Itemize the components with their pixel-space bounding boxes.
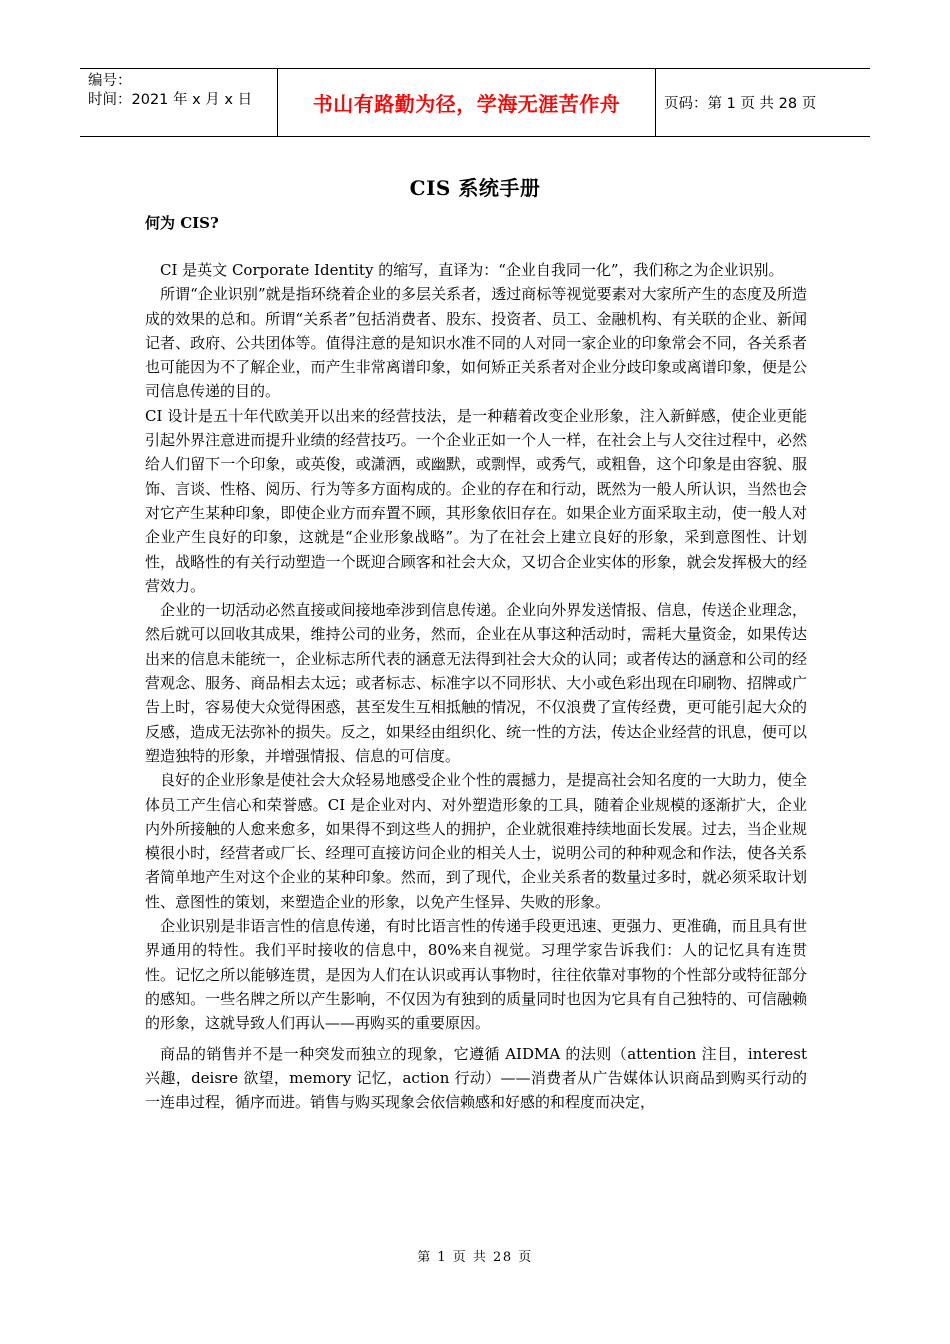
header-motto: 书山有路勤为径，学海无涯苦作舟 <box>312 92 621 116</box>
paragraph-3: CI 设计是五十年代欧美开以出来的经营技法，是一种藉着改变企业形象，注入新鲜感，使企业更能引起外界注意进而提升业绩的经营技巧。一个企业正如一个人一样，在社会上与人交往过程中，必然给人们留下一个印象，或英俊，或潇洒，或幽默，或剽悍，或秀气，或粗鲁，这个印象是由容貌、服饰、言谈、性格、阅历、行为等多方面构成的。企业的存在和行动，既然为一般人所认识，当然也会对它产生某种印象，即使企业方而弃置不顾，其形象依旧存在。如果企业方面采取主动，使一般人对企业产生良好的印象，这就是“企业形象战略”。为了在社会上建立良好的形象，采到意图性、计划性，战略性的有关行动塑造一个既迎合顾客和社会大众，又切合企业实体的形象，就会发挥极大的经营效力。 <box>145 406 807 595</box>
header-meta-cell <box>80 69 278 136</box>
document-code-label: 编号： <box>88 73 132 89</box>
paragraph-6: 企业识别是非语言性的信息传递，有时比语言性的传递手段更迅速、更强力、更准确，而且具有世界通用的特性。我们平时接收的信息中，80%来自视觉。习理学家告诉我们：人的记忆具有连贯性。记忆之所以能够连贯，是因为人们在认识或再认事物时，往往依靠对事物的个性部分或特征部分的感知。一些名牌之所以产生影响，不仅因为有独到的质量同时也因为它具有自己独特的、可信融赖的形象，这就导致人们再认——再购买的重要原因。 <box>145 917 807 1033</box>
document-date: 时间：2021 年 x 月 x 日 <box>88 92 253 108</box>
paragraph-4: 企业的一切活动必然直接或间接地牵涉到信息传递。企业向外界发送情报、信息，传送企业理念，然后就可以回收其成果，维持公司的业务，然而，企业在从事这种活动时，需耗大量资金，如果传达出来的信息未能统一，企业标志所代表的涵意无法得到社会大众的认同；或者传达的涵意和公司的经营观念、服务、商品相去太远；或者标志、标准字以不同形状、大小或色彩出现在印刷物、招牌或广告上时，容易使大众觉得困惑，甚至发生互相抵触的情况，不仅浪费了宣传经费，更可能引起大众的反感，造成无法弥补的损失。反之，如果经由组织化、统一性的方法，传达企业经营的讯息，便可以塑造独特的形象，并增强情报、信息的可信度。 <box>145 601 807 765</box>
paragraph-5: 良好的企业形象是使社会大众轻易地感受企业个性的震撼力，是提高社会知名度的一大助力，使全体员工产生信心和荣誉感。CI 是企业对内、对外塑造形象的工具，随着企业规模的逐渐扩大，企业内外所接触的人愈来愈多，如果得不到这些人的拥护，企业就很难持续地面长发展。过去，当企业规模很小时，经营者或厂长、经理可直接访问企业的相关人士，说明公司的种种观念和作法，使各关系者简单地产生对这个企业的某种印象。然而，到了现代，企业关系者的数量过多时，就必须采取计划性、意图性的策划，来塑造企业的形象，以免产生怪异、失败的形象。 <box>145 771 807 911</box>
paragraph-2: 所谓“企业识别”就是指环绕着企业的多层关系者，透过商标等视觉要素对大家所产生的态度及所造成的效果的总和。所谓“关系者”包括消费者、股东、投资者、员工、金融机构、有关联的企业、新闻记者、政府、公共团体等。值得注意的是知识水准不同的人对同一家企业的印象常会不同，各关系者也可能因为不了解企业，而产生非常离谱印象，如何矫正关系者对企业分歧印象或离谱印象，便是公司信息传递的目的。 <box>145 285 807 401</box>
header-page-info: 页码：第 1 页 共 28 页 <box>664 96 817 112</box>
header-motto-cell <box>278 69 656 136</box>
page-footer: 第 1 页 共 28 页 <box>417 1250 533 1265</box>
document-body <box>145 258 807 1114</box>
page-header <box>80 68 870 137</box>
header-page-cell <box>656 69 870 136</box>
paragraph-7: 商品的销售并不是一种突发而独立的现象，它遵循 AIDMA 的法则（attention 注目，interest 兴趣，deisre 欲望，memory 记忆，action 行动）——消费者从广告媒体认识商品到购买行动的一连串过程，循序而进。销售与购买现象会依信赖感和好感的和程度而决定， <box>145 1044 807 1112</box>
document-subtitle: 何为 CIS? <box>145 214 219 232</box>
paragraph-1: CI 是英文 Corporate Identity 的缩写，直译为：“企业自我同一化”，我们称之为企业识别。 <box>160 261 784 279</box>
document-title: CIS 系统手册 <box>409 176 541 200</box>
